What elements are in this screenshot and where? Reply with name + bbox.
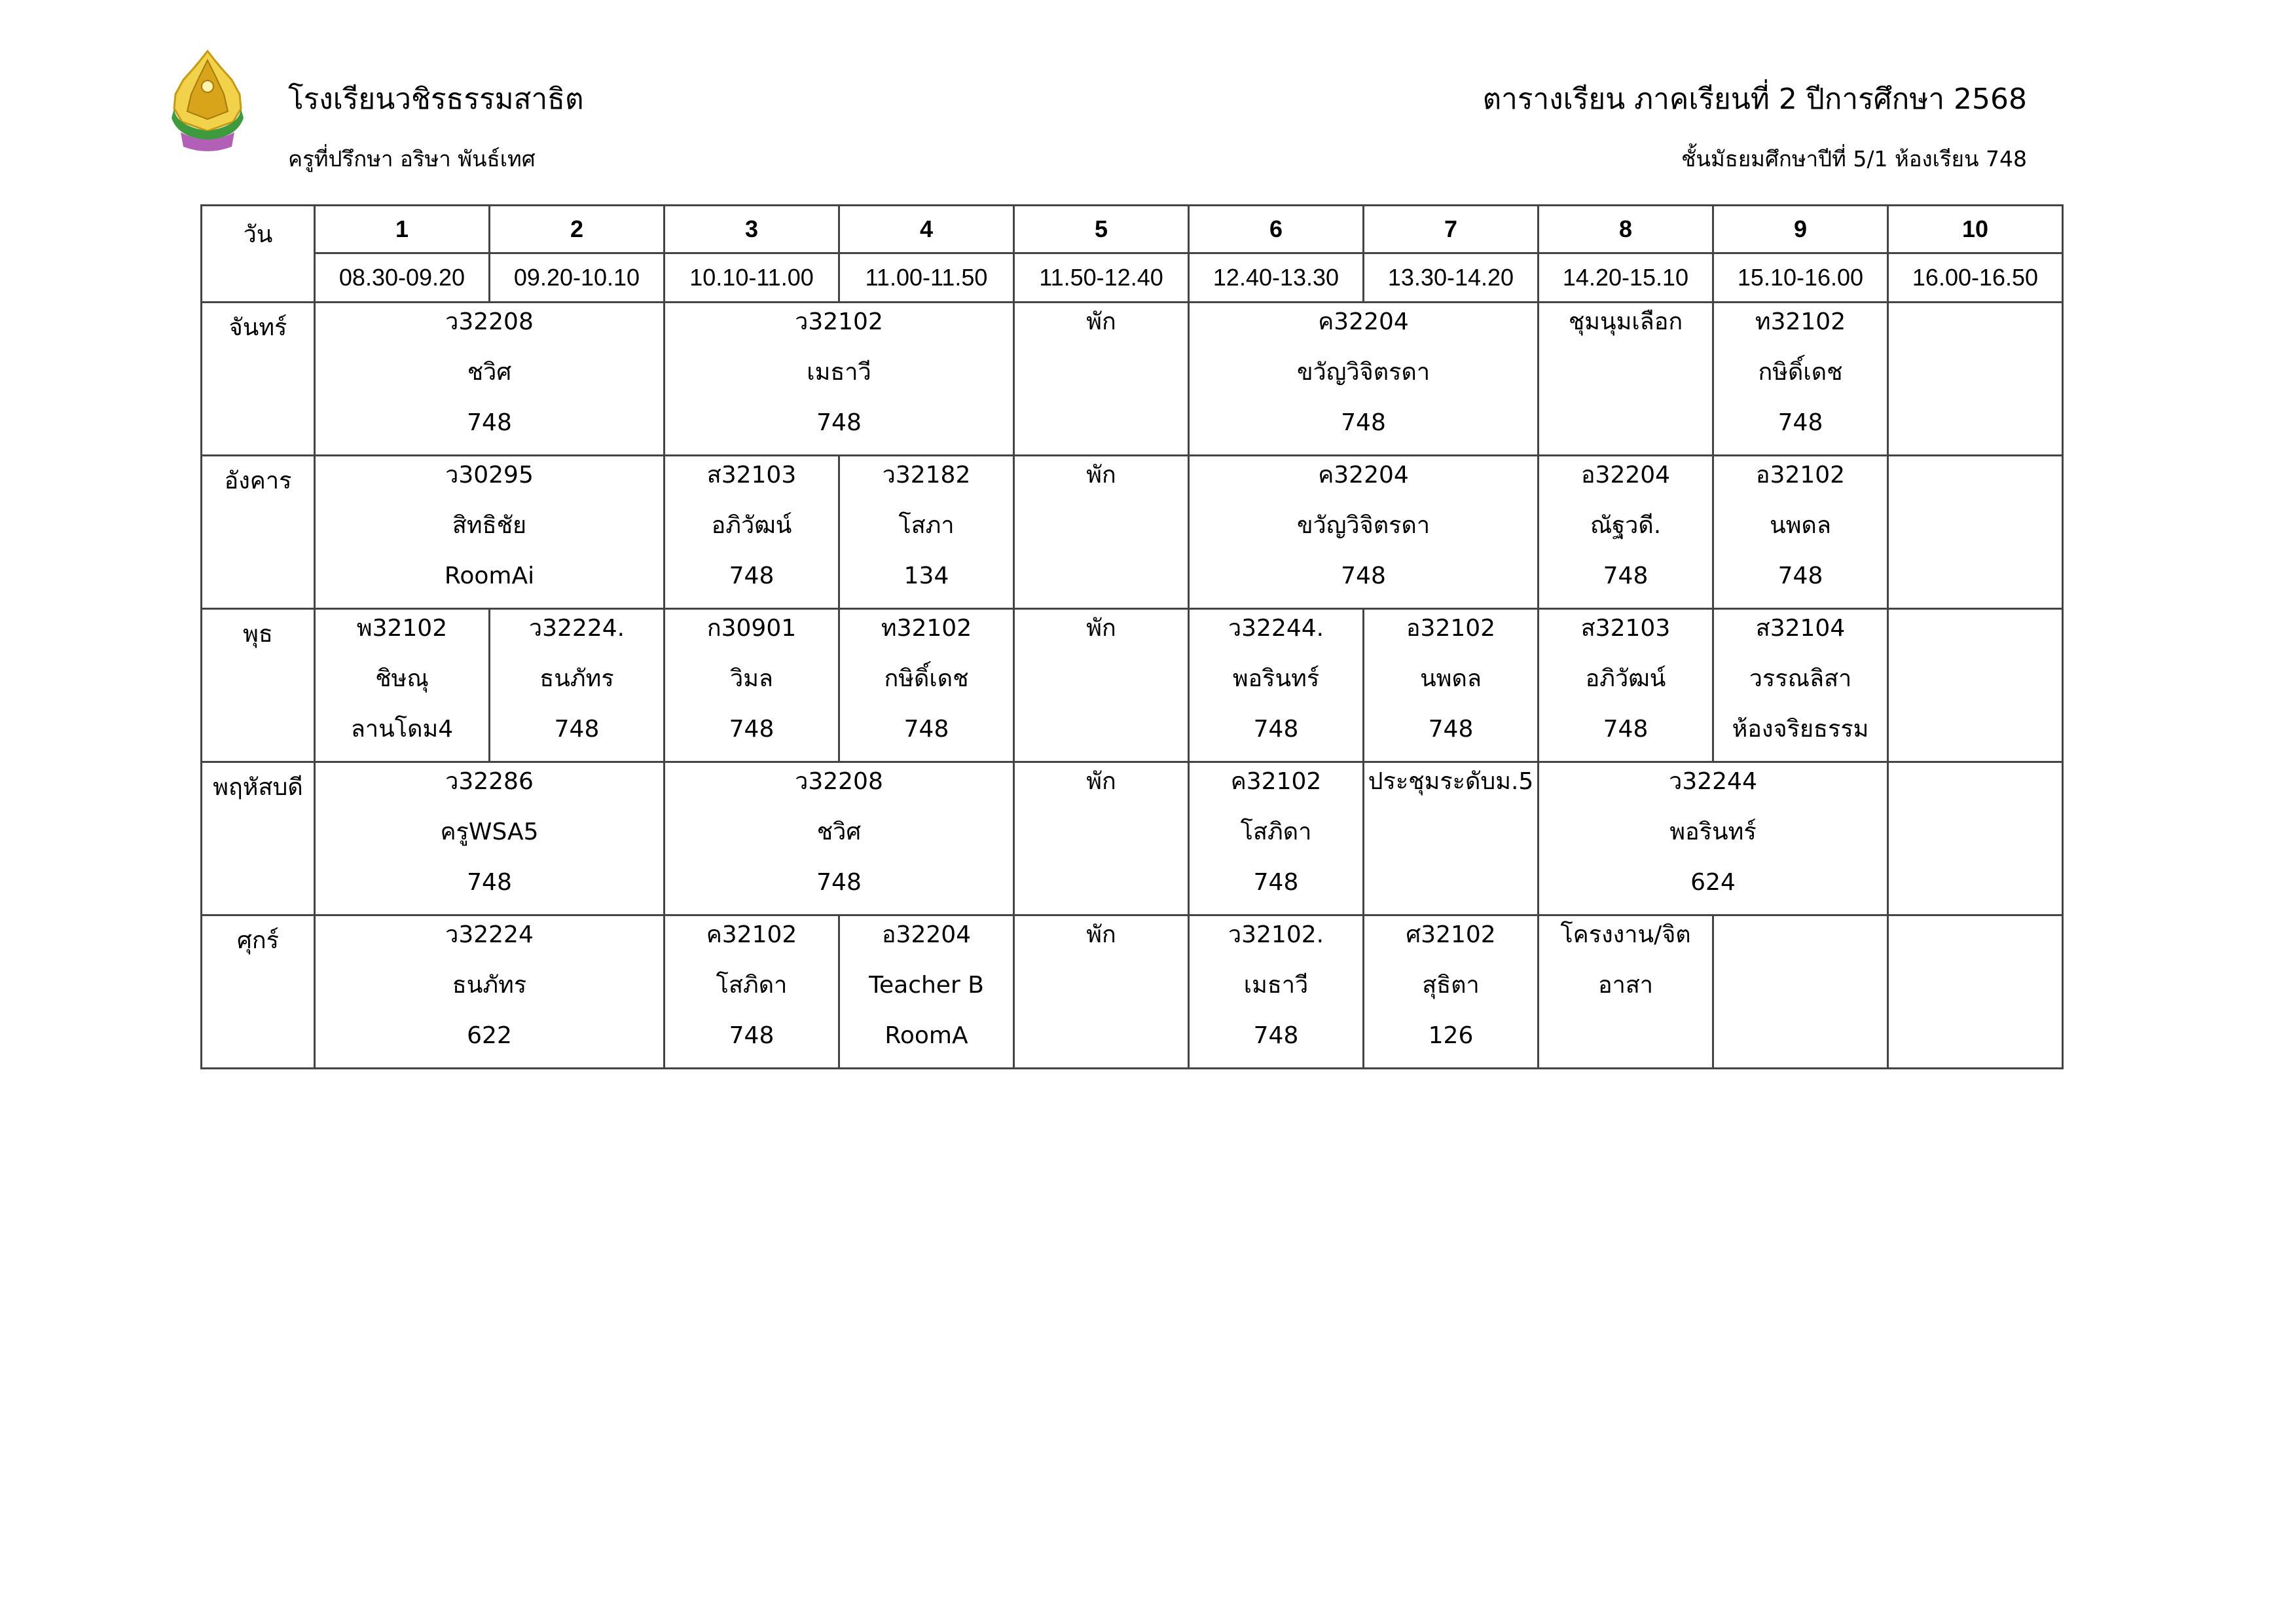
class-line: ขวัญวิจิตรดา xyxy=(1296,359,1430,386)
class-line: 748 xyxy=(729,563,774,589)
advisor-name: ครูที่ปรึกษา อริษา พันธ์เทศ xyxy=(288,146,536,172)
class-line: 126 xyxy=(1428,1022,1474,1049)
class-line: ค32102 xyxy=(1230,768,1322,795)
class-line: 748 xyxy=(816,409,862,436)
day-row xyxy=(202,456,2063,609)
period-number: 5 xyxy=(1014,206,1189,253)
period-time: 11.50-12.40 xyxy=(1014,253,1189,303)
day-name: พฤหัสบดี xyxy=(202,762,315,915)
class-cell xyxy=(1713,456,1888,609)
class-cell xyxy=(1189,303,1539,456)
day-name: ศุกร์ xyxy=(202,915,315,1069)
period-number: 2 xyxy=(490,206,665,253)
class-cell xyxy=(665,456,839,609)
class-line: 748 xyxy=(729,716,774,743)
class-cell xyxy=(1539,456,1713,609)
class-line: ส32104 xyxy=(1755,615,1846,642)
class-cell xyxy=(1888,915,2063,1069)
class-cell xyxy=(665,762,1014,915)
class-line: ห้องจริยธรรม xyxy=(1732,716,1869,743)
timetable xyxy=(200,204,2064,1069)
class-line: สุธิตา xyxy=(1422,972,1480,999)
period-number: 1 xyxy=(315,206,490,253)
class-cell xyxy=(1888,303,2063,456)
class-cell xyxy=(839,456,1014,609)
class-line: 748 xyxy=(816,869,862,896)
day-row xyxy=(202,915,2063,1069)
class-line: RoomAi xyxy=(444,563,535,589)
class-cell xyxy=(490,609,665,762)
class-cell xyxy=(839,915,1014,1069)
class-line: โสภิดา xyxy=(1240,819,1312,845)
day-row xyxy=(202,609,2063,762)
class-cell xyxy=(839,609,1014,762)
class-cell xyxy=(1014,456,1189,609)
class-line: ว30295 xyxy=(445,462,534,489)
day-name: พุธ xyxy=(202,609,315,762)
class-cell xyxy=(315,762,665,915)
class-line: พัก xyxy=(1086,921,1116,948)
class-line: ณัฐวดี. xyxy=(1590,512,1662,539)
day-column-header: วัน xyxy=(202,206,315,303)
class-line: 748 xyxy=(1341,409,1386,436)
class-cell xyxy=(1189,915,1364,1069)
class-cell xyxy=(315,609,490,762)
class-line: พอรินทร์ xyxy=(1232,665,1320,692)
period-number: 10 xyxy=(1888,206,2063,253)
class-cell xyxy=(1014,303,1189,456)
class-line: 748 xyxy=(1603,563,1649,589)
class-cell xyxy=(1189,762,1364,915)
class-line: นพดล xyxy=(1770,512,1831,539)
class-cell xyxy=(1014,609,1189,762)
class-line: ท32102 xyxy=(881,615,972,642)
class-line: อาสา xyxy=(1597,972,1654,999)
period-time: 14.20-15.10 xyxy=(1539,253,1713,303)
period-time: 09.20-10.10 xyxy=(490,253,665,303)
class-line: 748 xyxy=(1341,563,1386,589)
class-line: 134 xyxy=(903,563,949,589)
class-cell xyxy=(1539,762,1888,915)
class-line: ว32224. xyxy=(528,615,625,642)
class-cell xyxy=(1888,762,2063,915)
class-line: เมธาวี xyxy=(1243,972,1309,999)
class-cell xyxy=(1713,915,1888,1069)
period-time: 08.30-09.20 xyxy=(315,253,490,303)
day-name: จันทร์ xyxy=(202,303,315,456)
class-cell xyxy=(1888,456,2063,609)
timetable-title: ตารางเรียน ภาคเรียนที่ 2 ปีการศึกษา 2568 xyxy=(1482,83,2027,116)
class-line: ก30901 xyxy=(706,615,797,642)
class-line: พัก xyxy=(1086,462,1116,489)
class-line: ประชุมระดับม.5 xyxy=(1368,768,1534,795)
class-line: ท32102 xyxy=(1755,308,1846,335)
class-line: ครูWSA5 xyxy=(440,819,539,845)
class-line: ชวิศ xyxy=(467,359,512,386)
period-number: 7 xyxy=(1364,206,1539,253)
class-cell xyxy=(1539,915,1713,1069)
class-line: อ32102 xyxy=(1755,462,1846,489)
class-line: 748 xyxy=(1428,716,1474,743)
class-line: RoomA xyxy=(884,1022,968,1049)
class-line: 748 xyxy=(903,716,949,743)
class-line: ธนภัทร xyxy=(539,665,614,692)
period-number: 6 xyxy=(1189,206,1364,253)
class-line: 748 xyxy=(729,1022,774,1049)
class-line: อ32204 xyxy=(1580,462,1671,489)
class-cell xyxy=(1014,762,1189,915)
class-line: 748 xyxy=(1777,563,1823,589)
class-cell xyxy=(1014,915,1189,1069)
class-line: กษิดิ์เดช xyxy=(1758,359,1843,386)
class-line: ว32102 xyxy=(795,308,883,335)
class-line: 748 xyxy=(467,869,512,896)
period-time: 15.10-16.00 xyxy=(1713,253,1888,303)
class-line: พ32102 xyxy=(356,615,448,642)
period-time: 11.00-11.50 xyxy=(839,253,1014,303)
class-line: พัก xyxy=(1086,308,1116,335)
day-name: อังคาร xyxy=(202,456,315,609)
class-cell xyxy=(1539,609,1713,762)
class-cell xyxy=(1539,303,1713,456)
class-line: ชุมนุมเลือก xyxy=(1568,308,1683,335)
class-line: ว32208 xyxy=(795,768,883,795)
class-line: ว32244 xyxy=(1669,768,1757,795)
class-cell xyxy=(1189,609,1364,762)
period-time: 12.40-13.30 xyxy=(1189,253,1364,303)
class-cell xyxy=(1713,303,1888,456)
class-line: กษิดิ์เดช xyxy=(884,665,969,692)
class-line: ลานโดม4 xyxy=(350,716,454,743)
class-cell xyxy=(665,303,1014,456)
class-line: ค32204 xyxy=(1318,462,1409,489)
class-cell xyxy=(1364,762,1539,915)
class-line: ว32182 xyxy=(882,462,971,489)
day-row xyxy=(202,762,2063,915)
class-line: โครงงาน/จิต xyxy=(1560,921,1691,948)
period-time: 16.00-16.50 xyxy=(1888,253,2063,303)
class-line: อ32102 xyxy=(1406,615,1496,642)
class-line: 748 xyxy=(1253,716,1299,743)
period-number-row xyxy=(202,206,2063,253)
class-line: อ32204 xyxy=(881,921,972,948)
class-line: ส32103 xyxy=(1580,615,1671,642)
class-line: ขวัญวิจิตรดา xyxy=(1296,512,1430,539)
period-time-row xyxy=(202,253,2063,303)
class-line: โสภิดา xyxy=(716,972,788,999)
period-time: 10.10-11.00 xyxy=(665,253,839,303)
class-line: Teacher B xyxy=(869,972,984,999)
class-line: อภิวัฒน์ xyxy=(1585,665,1666,692)
class-line: ธนภัทร xyxy=(452,972,527,999)
class-line: โสภา xyxy=(898,512,955,539)
class-line: 748 xyxy=(1253,869,1299,896)
class-line: 748 xyxy=(1253,1022,1299,1049)
class-cell xyxy=(1888,609,2063,762)
class-line: 624 xyxy=(1690,869,1736,896)
class-cell xyxy=(1364,915,1539,1069)
class-line: เมธาวี xyxy=(807,359,871,386)
class-line: พัก xyxy=(1086,615,1116,642)
period-time: 13.30-14.20 xyxy=(1364,253,1539,303)
class-line: ชวิศ xyxy=(816,819,862,845)
class-line: ส32103 xyxy=(706,462,797,489)
period-number: 8 xyxy=(1539,206,1713,253)
class-line: นพดล xyxy=(1420,665,1482,692)
period-number: 3 xyxy=(665,206,839,253)
class-line: อภิวัฒน์ xyxy=(711,512,792,539)
class-line: ว32224 xyxy=(445,921,534,948)
day-row xyxy=(202,303,2063,456)
class-line: ว32102. xyxy=(1228,921,1324,948)
period-number: 4 xyxy=(839,206,1014,253)
class-cell xyxy=(315,456,665,609)
class-cell xyxy=(665,609,839,762)
class-cell xyxy=(1189,456,1539,609)
class-line: 748 xyxy=(467,409,512,436)
class-cell xyxy=(1713,609,1888,762)
class-cell xyxy=(665,915,839,1069)
class-line: ว32286 xyxy=(445,768,534,795)
class-cell xyxy=(1364,609,1539,762)
school-name: โรงเรียนวชิรธรรมสาธิต xyxy=(288,83,584,116)
class-line: 622 xyxy=(467,1022,512,1049)
school-logo xyxy=(169,48,246,153)
period-number: 9 xyxy=(1713,206,1888,253)
class-line: สิทธิชัย xyxy=(452,512,527,539)
class-line: วรรณลิสา xyxy=(1749,665,1852,692)
class-line: วิมล xyxy=(729,665,773,692)
class-line: 748 xyxy=(1603,716,1649,743)
class-cell xyxy=(315,303,665,456)
class-line: ว32208 xyxy=(445,308,534,335)
class-line: ค32102 xyxy=(706,921,797,948)
class-cell xyxy=(315,915,665,1069)
class-line: ค32204 xyxy=(1318,308,1409,335)
class-line: 748 xyxy=(554,716,600,743)
class-line: ศ32102 xyxy=(1406,921,1496,948)
class-line: ชิษณุ xyxy=(375,665,429,692)
class-line: พอรินทร์ xyxy=(1669,819,1757,845)
class-line: พัก xyxy=(1086,768,1116,795)
class-line: ว32244. xyxy=(1228,615,1324,642)
class-info: ชั้นมัธยมศึกษาปีที่ 5/1 ห้องเรียน 748 xyxy=(1681,146,2027,172)
class-line: 748 xyxy=(1777,409,1823,436)
